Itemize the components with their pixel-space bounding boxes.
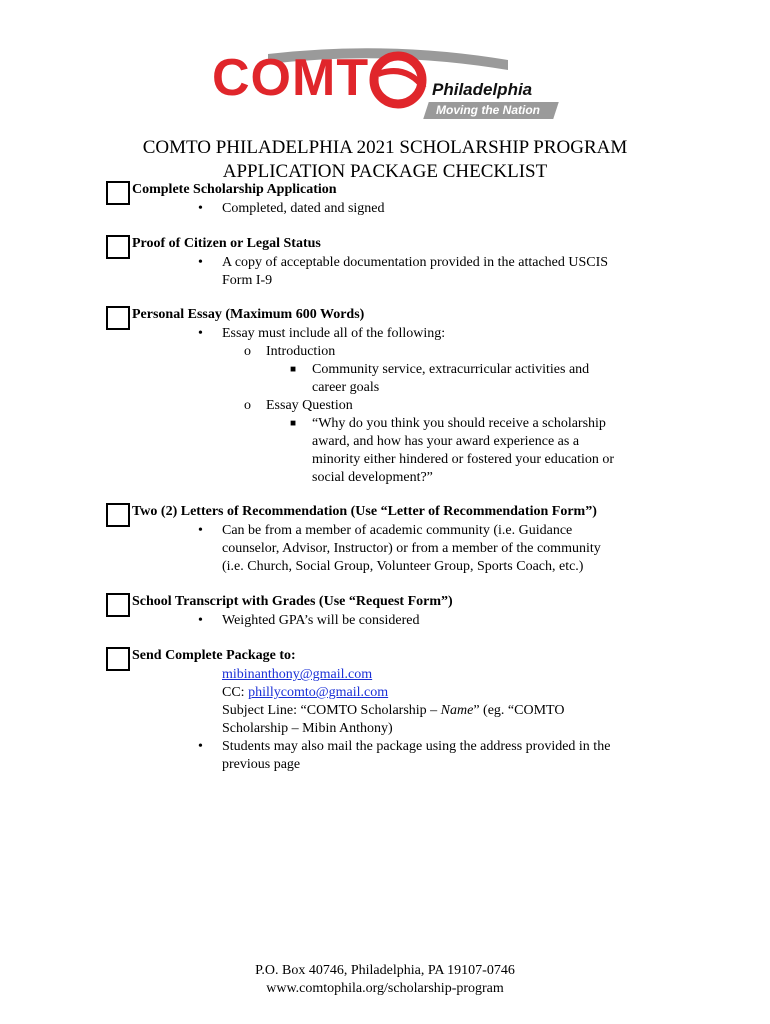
subject-line [222,702,564,720]
subject-suffix: ” (eg. “COMTO [473,703,565,718]
bullet-icon: • [198,613,203,628]
item-title: Send Complete Package to: [132,648,296,663]
detail-text: award, and how has your award experience as a [312,434,580,449]
subject-name: Name [440,703,474,718]
item-title: Two (2) Letters of Recommendation (Use “Letter of Recommendation Form”) [132,504,597,519]
circle-bullet-icon: o [244,398,251,413]
item-title: Personal Essay (Maximum 600 Words) [132,307,365,322]
circle-bullet-icon: o [244,344,251,359]
comto-logo [208,44,558,120]
bullet-icon: • [198,739,203,754]
email-link-cc[interactable]: phillycomto@gmail.com [248,685,389,700]
logo-wordmark: COMT [212,49,370,107]
bullet-text: (i.e. Church, Social Group, Volunteer Group, Sports Coach, etc.) [222,559,584,574]
footer-website[interactable]: www.comtophila.org/scholarship-program [266,981,504,996]
checkbox[interactable] [106,503,130,527]
logo-tagline: Moving the Nation [436,103,540,117]
email-link-primary[interactable]: mibinanthony@gmail.com [222,667,373,682]
bullet-icon: • [198,255,203,270]
bullet-text: Students may also mail the package using the address provided in the [222,739,611,754]
bullet-text: Weighted GPA’s will be considered [222,613,420,628]
detail-text: minority either hindered or fostered your education or [312,452,615,467]
subject-line-2: Scholarship – Mibin Anthony) [222,721,393,736]
subject-prefix: Subject Line: “COMTO Scholarship – [222,703,441,718]
logo-city: Philadelphia [432,80,533,99]
square-bullet-icon: ■ [290,418,297,429]
bullet-text: previous page [222,757,301,772]
bullet-text: Can be from a member of academic community (i.e. Guidance [222,523,573,538]
item-title: School Transcript with Grades (Use “Request Form”) [132,594,453,609]
bullet-text: Completed, dated and signed [222,201,385,216]
square-bullet-icon: ■ [290,364,297,375]
item-title: Proof of Citizen or Legal Status [132,236,321,251]
checkbox[interactable] [106,235,130,259]
bullet-icon: • [198,201,203,216]
sub-bullet-text: Essay Question [266,398,353,413]
detail-text: “Why do you think you should receive a scholarship [312,416,606,431]
page-title-line1: COMTO PHILADELPHIA 2021 SCHOLARSHIP PROGRAM [142,137,628,158]
cc-line [222,684,388,702]
bullet-icon: • [198,326,203,341]
checkbox[interactable] [106,647,130,671]
sub-bullet-text: Introduction [266,344,336,359]
bullet-text: A copy of acceptable documentation provided in the attached USCIS [222,255,609,270]
bullet-text: counselor, Advisor, Instructor) or from a member of the community [222,541,601,556]
item-title: Complete Scholarship Application [132,182,337,197]
detail-text: social development?” [312,470,433,485]
checkbox[interactable] [106,181,130,205]
bullet-text: Essay must include all of the following: [222,326,446,341]
detail-text: Community service, extracurricular activities and [312,362,590,377]
page-title-line2: APPLICATION PACKAGE CHECKLIST [222,161,548,182]
footer-address: P.O. Box 40746, Philadelphia, PA 19107-0746 [255,963,515,978]
checkbox[interactable] [106,593,130,617]
detail-text: career goals [312,380,380,395]
bullet-text: Form I-9 [222,273,273,288]
bullet-icon: • [198,523,203,538]
cc-label: CC: [222,685,249,700]
checkbox[interactable] [106,306,130,330]
